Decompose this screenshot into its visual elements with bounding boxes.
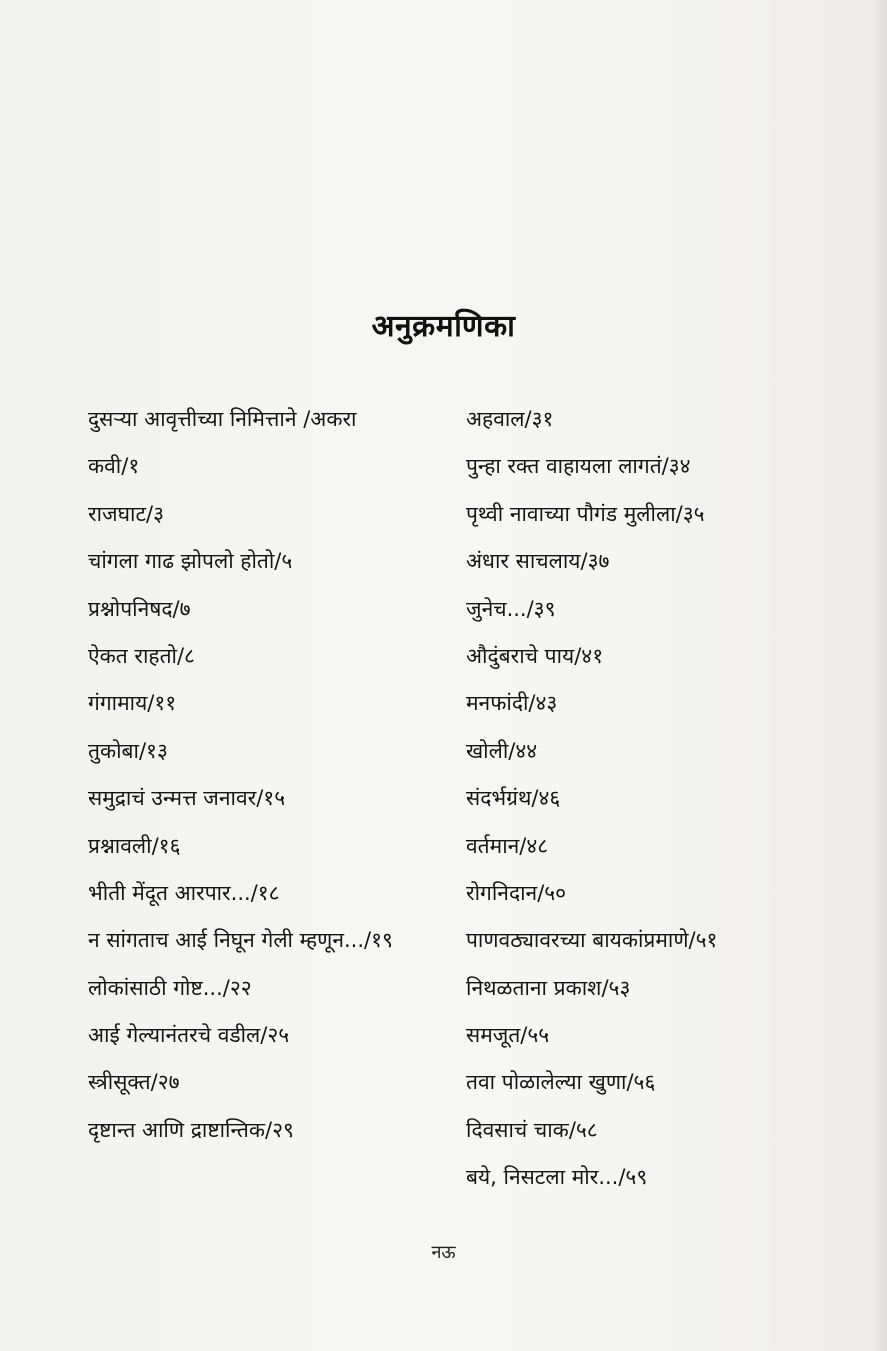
contents-entry: बये, निसटला मोर.../५९ [466, 1165, 648, 1190]
contents-entry: औदुंबराचे पाय/४१ [466, 643, 604, 668]
contents-entry: प्रश्नावली/१६ [88, 833, 181, 858]
contents-entry: अंधार साचलाय/३७ [466, 549, 610, 574]
contents-entry: स्त्रीसूक्त/२७ [88, 1070, 180, 1095]
contents-entry: निथळताना प्रकाश/५३ [466, 975, 631, 1000]
page-number: नऊ [431, 1242, 456, 1263]
contents-left-column [88, 404, 418, 1162]
contents-entry: पुन्हा रक्त वाहायला लागतं/३४ [466, 454, 691, 479]
contents-entry: समुद्राचं उन्मत्त जनावर/१५ [88, 786, 286, 811]
contents-entry: दिवसाचं चाक/५८ [466, 1117, 598, 1142]
contents-entry: रोगनिदान/५० [466, 880, 567, 905]
contents-entry: चांगला गाढ झोपलो होतो/५ [88, 549, 293, 574]
contents-entry: आई गेल्यानंतरचे वडील/२५ [88, 1023, 290, 1048]
contents-entry: पृथ्वी नावाच्या पौगंड मुलीला/३५ [466, 501, 705, 526]
contents-entry: समजूत/५५ [466, 1023, 550, 1048]
contents-entry: प्रश्नोपनिषद/७ [88, 596, 191, 621]
contents-entry: तुकोबा/१३ [88, 738, 168, 763]
contents-entry: खोली/४४ [466, 738, 538, 763]
contents-entry: गंगामाय/११ [88, 691, 177, 716]
contents-entry: तवा पोळालेल्या खुणा/५६ [466, 1070, 656, 1095]
contents-entry: संदर्भग्रंथ/४६ [466, 786, 561, 811]
contents-entry: कवी/१ [88, 454, 140, 479]
contents-entry: अहवाल/३१ [466, 407, 554, 431]
page-edge-shadow [873, 0, 887, 1351]
page-title: अनुक्रमणिका [371, 309, 516, 344]
contents-right-column [466, 404, 806, 1210]
contents-entry: दुसऱ्या आवृत्तीच्या निमित्ताने /अकरा [88, 407, 357, 431]
contents-entry: ऐकत राहतो/८ [88, 643, 195, 668]
contents-entry: मनफांदी/४३ [466, 691, 558, 716]
contents-entry: लोकांसाठी गोष्ट.../२२ [88, 975, 252, 1000]
contents-entry: वर्तमान/४८ [466, 833, 549, 858]
contents-entry: न सांगताच आई निघून गेली म्हणून.../१९ [88, 928, 393, 953]
contents-entry: जुनेच.../३९ [466, 596, 556, 621]
contents-entry: पाणवठ्यावरच्या बायकांप्रमाणे/५१ [466, 928, 718, 953]
contents-entry: दृष्टान्त आणि द्राष्टान्तिक/२९ [88, 1117, 294, 1142]
contents-entry: भीती मेंदूत आरपार.../१८ [88, 880, 280, 905]
contents-entry: राजघाट/३ [88, 501, 165, 526]
